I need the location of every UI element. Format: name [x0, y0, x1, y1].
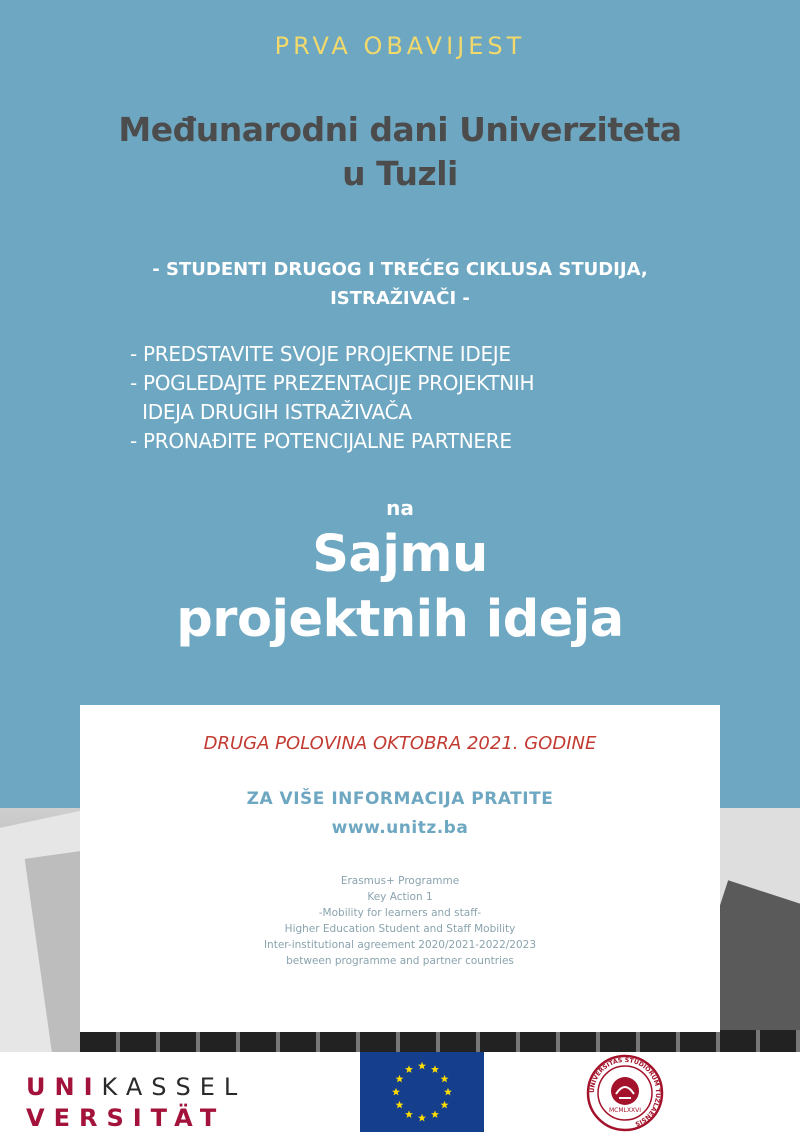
bullet-item: - POGLEDAJTE PREZENTACIJE PROJEKTNIH — [130, 371, 535, 395]
eu-flag-icon — [360, 1052, 484, 1132]
eu-star-icon — [418, 1114, 426, 1122]
info-card — [80, 705, 720, 1032]
erasmus-line: Higher Education Student and Staff Mobility — [284, 923, 516, 935]
event-name — [0, 522, 800, 652]
bullet-item: - PRONAĐITE POTENCIJALNE PARTNERE — [130, 429, 512, 453]
kassel-uni-text: UNI — [26, 1073, 102, 1101]
erasmus-line: Inter-institutional agreement 2020/2021-2022/2023 — [263, 939, 537, 951]
erasmus-line: between programme and partner countries — [286, 955, 514, 967]
erasmus-note — [80, 873, 720, 969]
event-name-line-1: Sajmu — [312, 525, 488, 584]
erasmus-line: -Mobility for learners and staff- — [318, 907, 482, 919]
logo-strip — [0, 1052, 800, 1132]
eu-star-icon — [405, 1065, 413, 1073]
eu-star-icon — [444, 1088, 452, 1096]
page-title — [0, 108, 800, 196]
eu-star-icon — [395, 1101, 403, 1109]
event-name-line-2: projektnih ideja — [176, 590, 624, 649]
eu-star-icon — [431, 1065, 439, 1073]
seal-year: MCMLXXVI — [609, 1107, 641, 1114]
audience-line-2: ISTRAŽIVAČI - — [330, 288, 470, 309]
audience-line-1: - STUDENTI DRUGOG I TREĆEG CIKLUSA STUDIJA, — [152, 259, 648, 280]
first-notice-label: PRVA OBAVIJEST — [274, 32, 526, 60]
eu-star-icon — [431, 1110, 439, 1118]
eu-star-icon — [441, 1101, 449, 1109]
event-preposition: na — [386, 496, 414, 520]
eu-star-icon — [418, 1062, 426, 1070]
erasmus-line: Erasmus+ Programme — [340, 875, 460, 887]
eu-stars — [360, 1052, 484, 1132]
bullet-list — [130, 340, 690, 456]
eu-star-icon — [441, 1075, 449, 1083]
seal-ring-text: UNIVERSITAS STUDIORUM TUZLAENSIS — [588, 1056, 662, 1128]
erasmus-line: Key Action 1 — [367, 891, 433, 903]
bullet-item: IDEJA DRUGIH ISTRAŽIVAČA — [130, 400, 412, 424]
audience-heading — [0, 255, 800, 313]
more-info — [80, 785, 720, 843]
eu-star-icon — [392, 1088, 400, 1096]
event-date: DRUGA POLOVINA OKTOBRA 2021. GODINE — [203, 733, 597, 754]
kassel-name-text: KASSEL — [101, 1073, 247, 1101]
website-link[interactable]: www.unitz.ba — [331, 818, 469, 838]
title-line-2: u Tuzli — [342, 154, 458, 193]
uni-kassel-logo — [26, 1072, 306, 1134]
more-info-label: ZA VIŠE INFORMACIJA PRATITE — [246, 789, 554, 809]
bullet-item: - PREDSTAVITE SVOJE PROJEKTNE IDEJE — [130, 342, 511, 366]
eu-star-icon — [395, 1075, 403, 1083]
kassel-versitat-text: VERSITÄT — [26, 1104, 226, 1132]
eu-star-icon — [405, 1110, 413, 1118]
university-of-tuzla-seal-icon — [586, 1054, 664, 1132]
title-line-1: Međunarodni dani Univerziteta — [118, 110, 682, 149]
